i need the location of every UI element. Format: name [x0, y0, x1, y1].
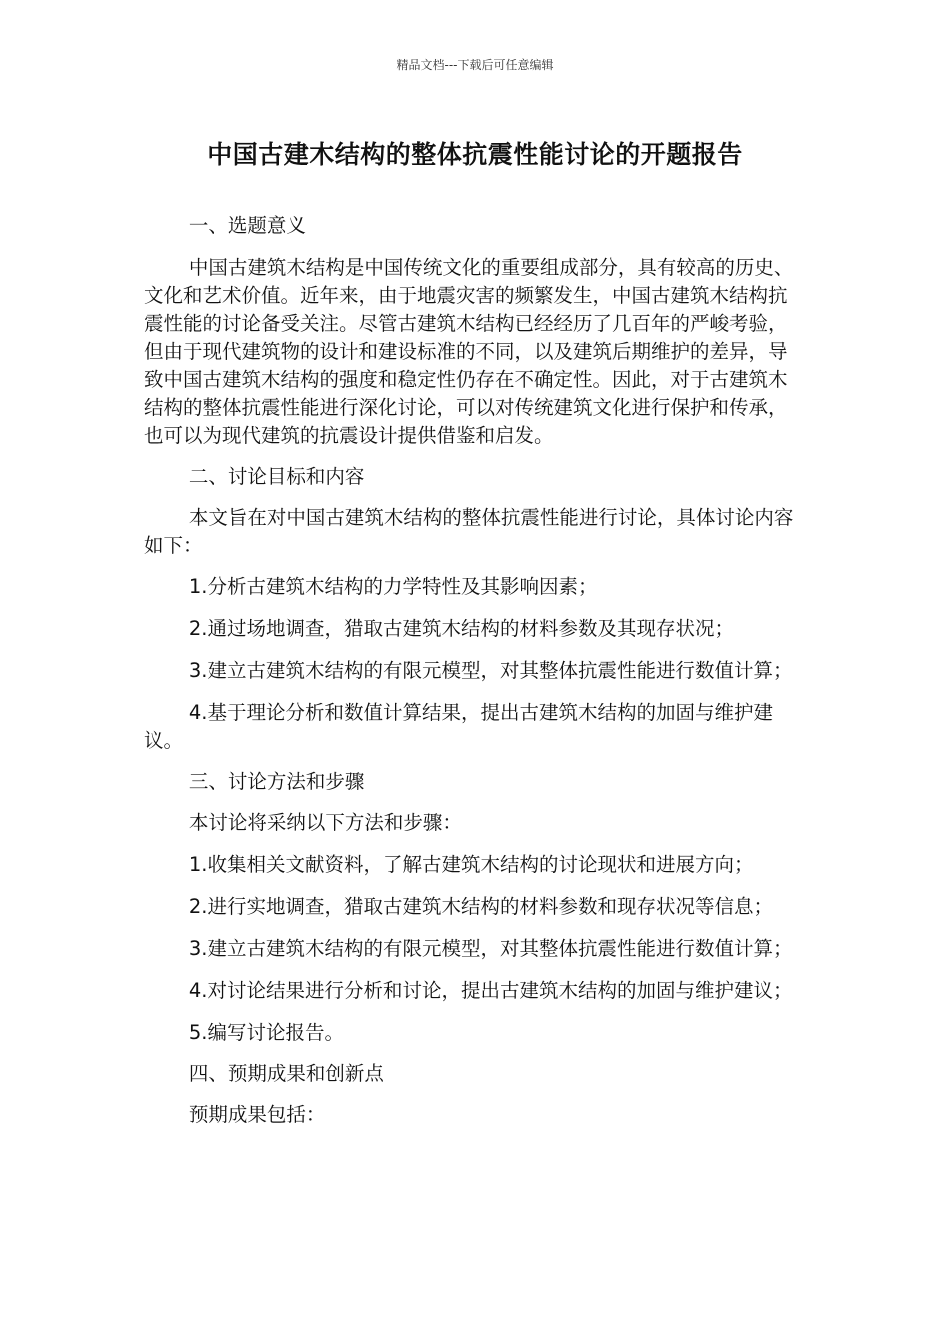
section-1-paragraph: 中国古建筑木结构是中国传统文化的重要组成部分，具有较高的历史、文化和艺术价值。近年来，由于地震灾害的频繁发生，中国古建筑木结构抗震性能的讨论备受关注。尽管古建筑木结构已经经历了几百年的严峻考验，但由于现代建筑物的设计和建设标准的不同，以及建筑后期维护的差异，导致中国古建筑木结构的强度和稳定性仍存在不确定性。因此，对于古建筑木结构的整体抗震性能进行深化讨论，可以对传统建筑文化进行保护和传承，也可以为现代建筑的抗震设计提供借鉴和启发。 [144, 256, 794, 447]
document-title: 中国古建木结构的整体抗震性能讨论的开题报告 [207, 140, 743, 169]
section-4-intro: 预期成果包括： [188, 1103, 326, 1126]
section-heading-3: 三、讨论方法和步骤 [188, 770, 365, 793]
list-item: 5.编写讨论报告。 [188, 1021, 344, 1044]
section-heading-2: 二、讨论目标和内容 [188, 465, 365, 488]
list-item: 1.收集相关文献资料，了解古建筑木结构的讨论现状和进展方向； [188, 853, 754, 876]
list-item: 3.建立古建筑木结构的有限元模型，对其整体抗震性能进行数值计算； [188, 937, 793, 960]
document-body [144, 212, 804, 1129]
list-item: 2.通过场地调查，猎取古建筑木结构的材料参数及其现存状况； [188, 617, 734, 640]
list-item: 4.对讨论结果进行分析和讨论，提出古建筑木结构的加固与维护建议； [188, 979, 793, 1002]
section-heading-4: 四、预期成果和创新点 [188, 1062, 384, 1085]
list-item: 2.进行实地调查，猎取古建筑木结构的材料参数和现存状况等信息； [188, 895, 773, 918]
list-item: 3.建立古建筑木结构的有限元模型，对其整体抗震性能进行数值计算； [188, 659, 793, 682]
header-note: 精品文档---下载后可任意编辑 [396, 58, 554, 72]
list-item: 1.分析古建筑木结构的力学特性及其影响因素； [188, 575, 598, 598]
section-2-intro: 本文旨在对中国古建筑木结构的整体抗震性能进行讨论，具体讨论内容如下： [144, 506, 794, 557]
section-3-intro: 本讨论将采纳以下方法和步骤： [188, 811, 462, 834]
section-heading-1: 一、选题意义 [188, 214, 306, 237]
list-item: 4.基于理论分析和数值计算结果，提出古建筑木结构的加固与维护建议。 [144, 701, 773, 752]
